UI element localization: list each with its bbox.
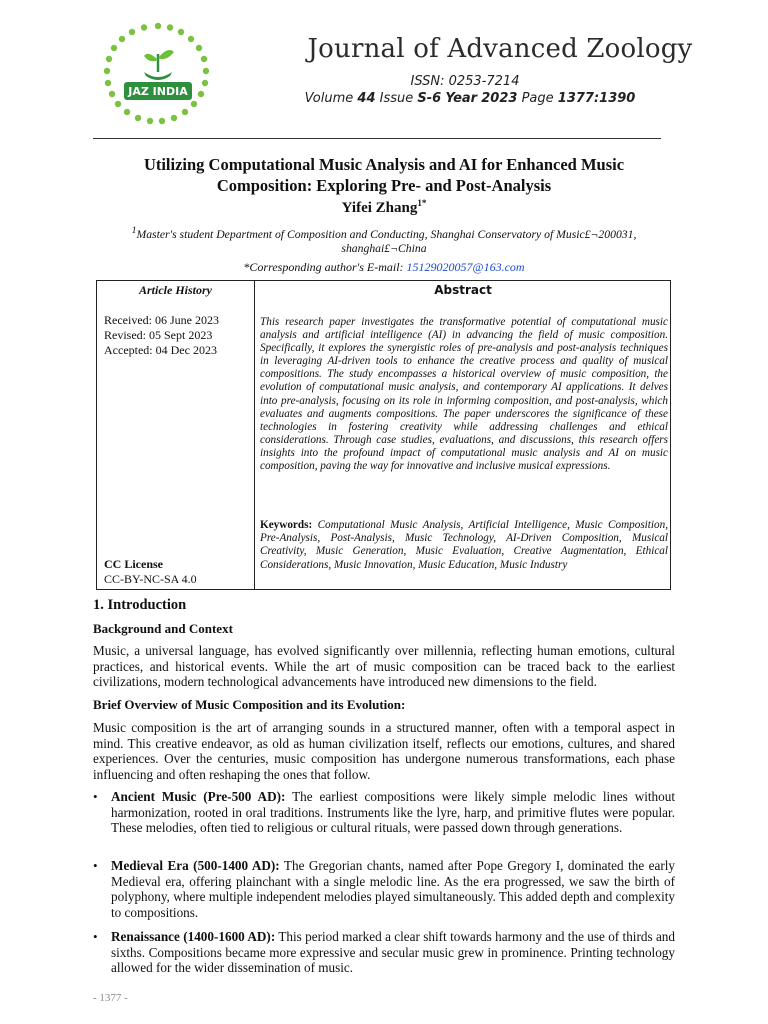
bullet-icon: • [93,789,98,804]
background-paragraph: Music, a universal language, has evolved significantly over millennia, reflecting human emotions, cultural practices, and historical events. While the art of music composition can be traced back to the earliest civilizations, modern technological advancements have introduced new dimensions to the field. [93,643,675,690]
affiliation: $^1$Master's student Department of Composition and Conducting, Shanghai Conservatory of Music£¬200031, shanghai£¬China [131,225,637,255]
abstract-heading: Abstract [434,283,492,297]
journal-logo [104,20,212,128]
page-number: - 1377 - [93,992,128,1004]
article-history-heading: Article History [139,283,212,297]
volume-line: Volume 44 Issue S-6 Year 2023 Page 1377:1390 [304,91,636,106]
cc-license-value: CC-BY-NC-SA 4.0 [104,572,197,586]
accepted-date: Accepted: 04 Dec 2023 [104,343,217,357]
bullet-icon: • [93,929,98,944]
revised-date: Revised: 05 Sept 2023 [104,328,213,342]
subheading-brief-overview: Brief Overview of Music Composition and its Evolution: [93,697,406,712]
logo-text: JAZ INDIA [128,85,188,98]
received-date: Received: 06 June 2023 [104,313,219,327]
issn: ISSN: 0253-7214 [410,74,520,89]
journal-title: Journal of Advanced Zoology [307,34,693,64]
section-heading-introduction: 1. Introduction [93,597,187,613]
author: Yifei Zhang$^{1*}$ [341,198,427,216]
cc-license-label: CC License [104,557,163,571]
box-divider [254,280,255,590]
header-rule [93,138,661,139]
email-link[interactable]: 15129020057@163.com [406,260,525,274]
brief-overview-paragraph: Music composition is the art of arranging sounds in a structured manner, often with a temporal aspect in mind. This creative endeavor, as old as human civilization itself, reflects our emotions, cultures, and shared experiences. Over the centuries, music composition has undergone numerous transformations, each phase influencing and often reshaping the ones that follow. [93,720,675,782]
keywords: Keywords: Computational Music Analysis, Artificial Intelligence, Music Composition, Pre-Analysis, Post-Analysis, Music Technology, AI-Driven Composition, Musical Creativity, Music Generation, Music Evaluation, Creative Augmentation, Ethical Considerations, Music Innovation, Music Education, Music Industry [260,519,668,571]
paper-title: Utilizing Computational Music Analysis and AI for Enhanced Music Composition: Exploring Pre- and Post-Analysis [143,155,625,195]
bullet-icon: • [93,858,98,873]
abstract-text: This research paper investigates the transformative potential of computational music analysis and artificial intelligence (AI) in advancing the field of music composition. Specifically, it explores the synergistic roles of pre-analysis and post-analysis techniques in leveraging AI-driven tools to enhance the creative process and quality of musical compositions. The study encompasses a historical overview of music composition, the evolution of computational music analysis, and contemporary AI applications. It delves into pre-analysis, focusing on its role in informing composition, and post-analysis, which evaluates and augments compositions. The paper underscores the significance of these technologies in fostering creativity while addressing challenges and ethical considerations. Through case studies, evaluations, and discussions, this research offers insights into the profound impact of computational music analysis and AI on music composition, paving the way for innovative and inclusive musical expressions. [260,316,668,473]
subheading-background: Background and Context [93,621,233,636]
corresponding-author: *Corresponding author's E-mail: 15129020057@163.com [243,260,525,274]
